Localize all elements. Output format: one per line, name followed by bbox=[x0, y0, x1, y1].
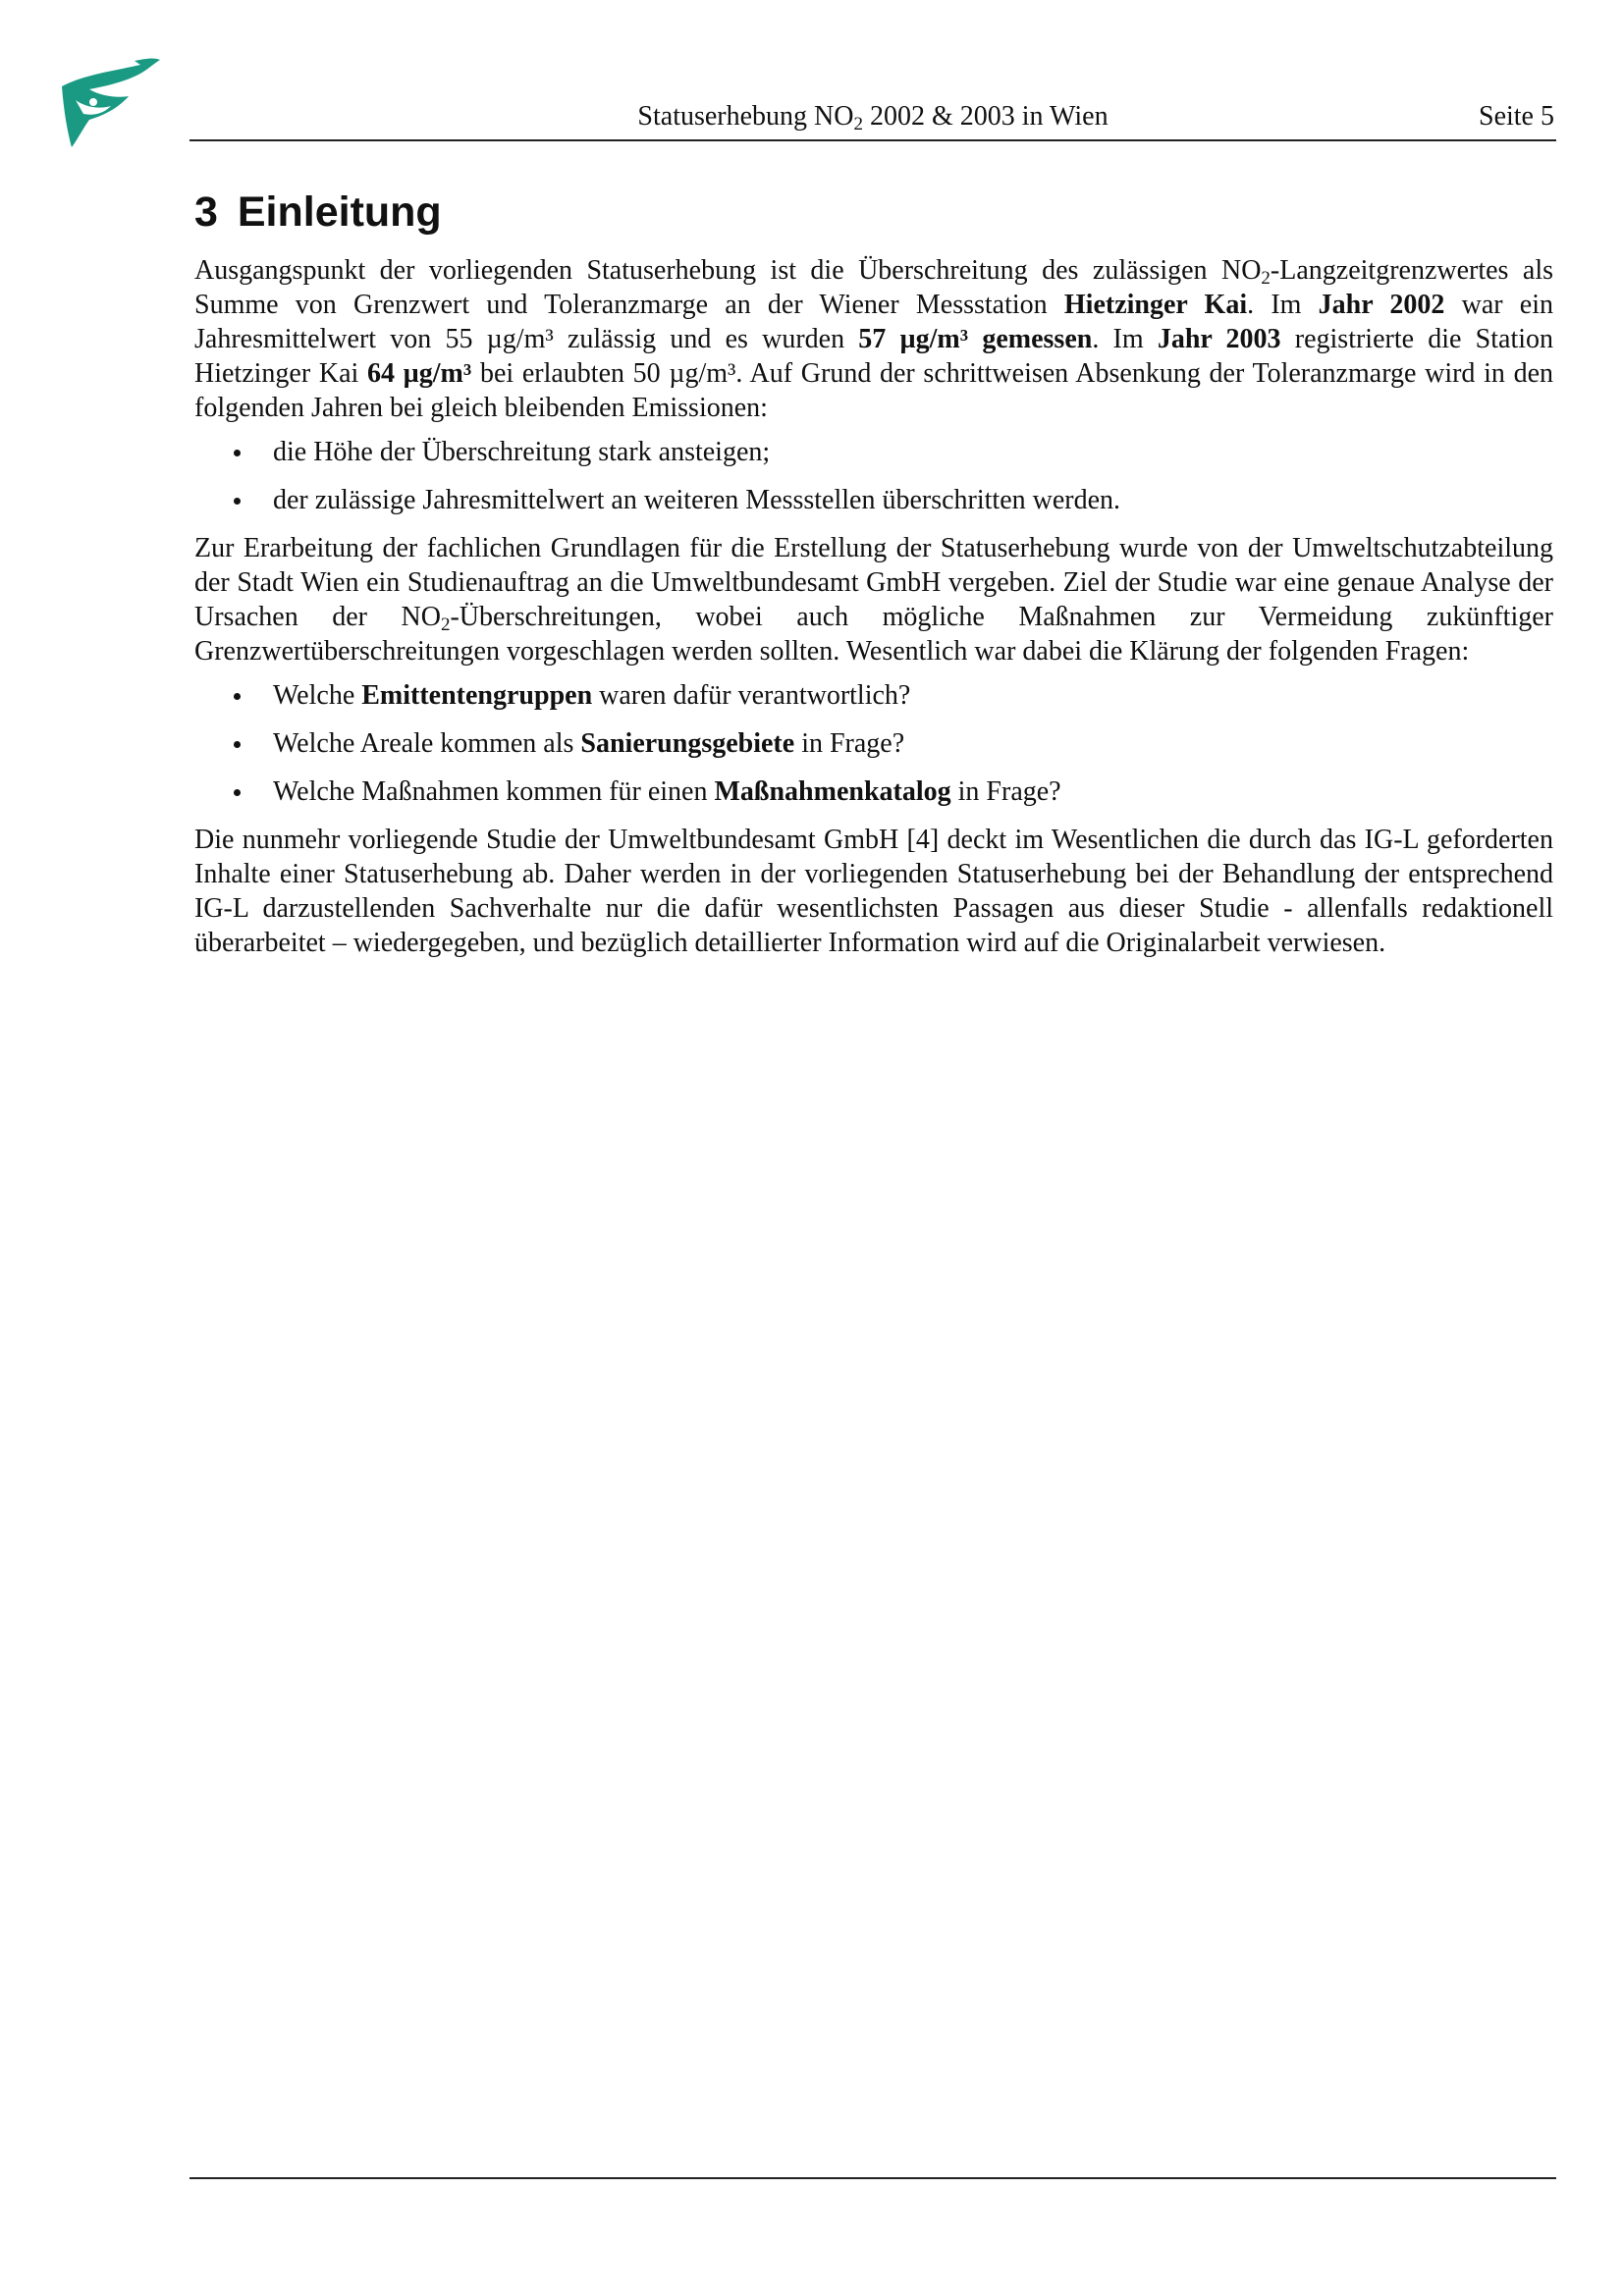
footer-divider bbox=[189, 2177, 1556, 2179]
intro-paragraph: Ausgangspunkt der vorliegenden Statuserhebung ist die Überschreitung des zulässigen $NO_2$-Langzeitgrenzwertes als Summe von Grenzwert und Toleranzmarge an der Wiener Messstation Hietzinger Kai. Im Jahr 2002 war ein Jahresmittelwert von 55 µg/m³ zulässig und es wurden 57 µg/m³ gemessen. Im Jahr 2003 registrierte die Station Hietzinger Kai 64 µg/m³ bei erlaubten 50 µg/m³. Auf Grund der schrittweisen Absenkung der Toleranzmarge wird in den folgenden Jahren bei gleich bleibenden Emissionen: bbox=[194, 255, 1553, 423]
consequence-list bbox=[194, 435, 1553, 517]
list-item: die Höhe der Überschreitung stark ansteigen; bbox=[194, 435, 1553, 469]
list-item: Welche Areale kommen als Sanierungsgebiete in Frage? bbox=[194, 726, 1553, 761]
bullet-icon bbox=[234, 789, 241, 796]
bullet-icon bbox=[234, 741, 241, 748]
umweltbundesamt-logo-icon bbox=[54, 57, 162, 150]
question-list bbox=[194, 678, 1553, 809]
bullet-icon bbox=[234, 498, 241, 505]
main-content bbox=[194, 185, 1553, 960]
bullet-icon bbox=[234, 450, 241, 456]
section-heading: 3 Einleitung bbox=[194, 188, 442, 236]
study-paragraph: Zur Erarbeitung der fachlichen Grundlagen für die Erstellung der Statuserhebung wurde von der Umweltschutzabteilung der Stadt Wien ein Studienauftrag an die Umweltbundesamt GmbH vergeben. Ziel der Studie war eine genaue Analyse der Ursachen der $NO_2$-Überschreitungen, wobei auch mögliche Maßnahmen zur Vermeidung zukünftiger Grenzwertüberschreitungen vorgeschlagen werden sollten. Wesentlich war dabei die Klärung der folgenden Fragen: bbox=[194, 533, 1553, 667]
list-item: Welche Emittentengruppen waren dafür verantwortlich? bbox=[194, 678, 1553, 713]
bullet-icon bbox=[234, 693, 241, 700]
header-title: Statuserhebung $NO_2$ 2002 & 2003 in Wien bbox=[637, 101, 1109, 134]
list-item: Welche Maßnahmen kommen für einen Maßnahmenkatalog in Frage? bbox=[194, 774, 1553, 809]
conclusion-paragraph: Die nunmehr vorliegende Studie der Umweltbundesamt GmbH [4] deckt im Wesentlichen die durch das IG-L geforderten Inhalte einer Statuserhebung ab. Daher werden in der vorliegenden Statuserhebung bei der Behandlung der entsprechend IG-L darzustellenden Sachverhalte nur die dafür wesentlichsten Passagen aus dieser Studie - allenfalls redaktionell überarbeitet – wiedergegeben, und bezüglich detaillierter Information wird auf die Originalarbeit verwiesen. bbox=[194, 825, 1553, 958]
list-item: der zulässige Jahresmittelwert an weiteren Messstellen überschritten werden. bbox=[194, 483, 1553, 517]
page-number: Seite 5 bbox=[1479, 101, 1554, 132]
page-header bbox=[189, 98, 1556, 141]
